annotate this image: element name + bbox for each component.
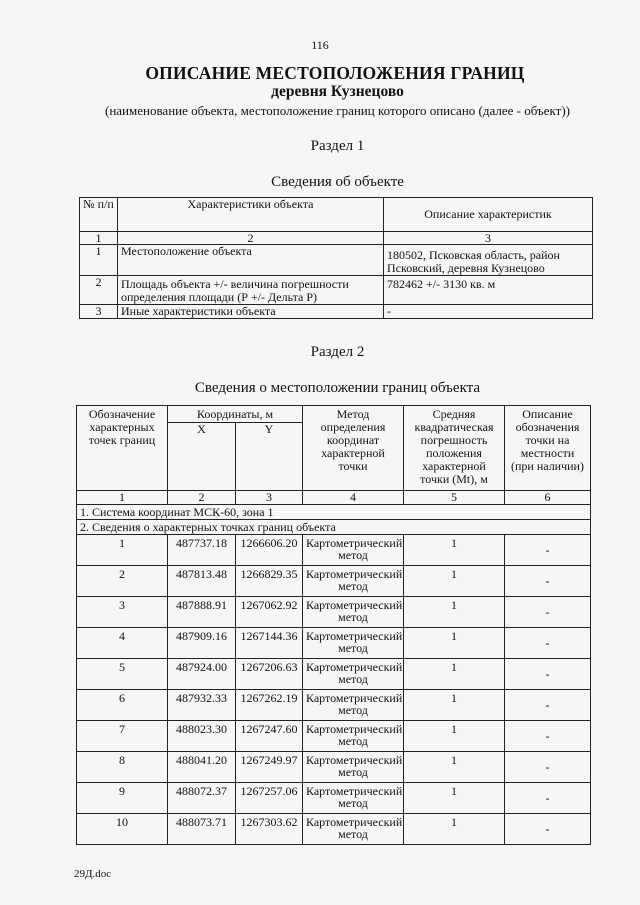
coord-y: 1267262.19 xyxy=(236,690,303,721)
coord-y: 1267247.60 xyxy=(236,721,303,752)
row-characteristic: Иные характеристики объекта xyxy=(118,305,384,319)
point-description: - xyxy=(505,566,591,597)
coord-y: 1267062.92 xyxy=(236,597,303,628)
coord-x: 488073.71 xyxy=(168,814,236,845)
point-number: 7 xyxy=(77,721,168,752)
row-number: 3 xyxy=(80,305,118,319)
coord-system-row xyxy=(77,505,591,520)
header-error: Средняя квадратическая погрешность положения характерной точки (Mt), м xyxy=(404,406,505,491)
column-number: 2 xyxy=(168,491,236,505)
table-column-numbers xyxy=(80,232,593,245)
table-row xyxy=(77,597,591,628)
error-mt: 1 xyxy=(404,535,505,566)
point-description: - xyxy=(505,752,591,783)
table-row xyxy=(77,535,591,566)
coord-y: 1266829.35 xyxy=(236,566,303,597)
table-row xyxy=(77,566,591,597)
column-number: 6 xyxy=(505,491,591,505)
header-coordinates: Координаты, м xyxy=(168,406,303,423)
method: Картометрический метод xyxy=(303,566,404,597)
section1-heading: Раздел 1 xyxy=(310,138,365,154)
point-description: - xyxy=(505,783,591,814)
method: Картометрический метод xyxy=(303,628,404,659)
column-number: 4 xyxy=(303,491,404,505)
point-number: 5 xyxy=(77,659,168,690)
coord-system-label: 1. Система координат МСК-60, зона 1 xyxy=(77,505,591,520)
method: Картометрический метод xyxy=(303,783,404,814)
method: Картометрический метод xyxy=(303,597,404,628)
point-description: - xyxy=(505,690,591,721)
error-mt: 1 xyxy=(404,814,505,845)
point-number: 3 xyxy=(77,597,168,628)
table-row xyxy=(77,721,591,752)
method: Картометрический метод xyxy=(303,690,404,721)
coord-x: 487737.18 xyxy=(168,535,236,566)
table-row xyxy=(80,276,593,305)
object-name-note: (наименование объекта, местоположение границ которого описано (далее - объект)) xyxy=(105,103,570,118)
column-number: 1 xyxy=(77,491,168,505)
error-mt: 1 xyxy=(404,752,505,783)
header-number: № п/п xyxy=(80,198,118,232)
row-number: 1 xyxy=(80,245,118,276)
table-header-row xyxy=(77,406,591,423)
coord-x: 488072.37 xyxy=(168,783,236,814)
column-number: 3 xyxy=(384,232,593,245)
row-number: 2 xyxy=(80,276,118,305)
header-description: Описание характеристик xyxy=(384,198,593,232)
error-mt: 1 xyxy=(404,628,505,659)
column-number: 3 xyxy=(236,491,303,505)
point-number: 9 xyxy=(77,783,168,814)
error-mt: 1 xyxy=(404,690,505,721)
header-point-description: Описание обозначения точки на местности (при наличии) xyxy=(505,406,591,491)
row-value: 180502, Псковская область, район Псковский, деревня Кузнецово xyxy=(384,245,593,276)
object-name: деревня Кузнецово xyxy=(271,83,404,100)
points-heading-label: 2. Сведения о характерных точках границ объекта xyxy=(77,520,591,535)
table-row xyxy=(77,659,591,690)
point-description: - xyxy=(505,597,591,628)
error-mt: 1 xyxy=(404,659,505,690)
point-number: 1 xyxy=(77,535,168,566)
point-description: - xyxy=(505,721,591,752)
header-method: Метод определения координат характерной точки xyxy=(303,406,404,491)
method: Картометрический метод xyxy=(303,721,404,752)
row-value: - xyxy=(384,305,593,319)
point-number: 6 xyxy=(77,690,168,721)
coord-x: 487888.91 xyxy=(168,597,236,628)
column-number: 2 xyxy=(118,232,384,245)
method: Картометрический метод xyxy=(303,814,404,845)
coord-x: 487924.00 xyxy=(168,659,236,690)
table-row xyxy=(77,752,591,783)
method: Картометрический метод xyxy=(303,752,404,783)
error-mt: 1 xyxy=(404,566,505,597)
header-characteristic: Характеристики объекта xyxy=(118,198,384,232)
point-number: 2 xyxy=(77,566,168,597)
point-number: 8 xyxy=(77,752,168,783)
point-description: - xyxy=(505,814,591,845)
row-value: 782462 +/- 3130 кв. м xyxy=(384,276,593,305)
coord-y: 1267144.36 xyxy=(236,628,303,659)
document-title: ОПИСАНИЕ МЕСТОПОЛОЖЕНИЯ ГРАНИЦ xyxy=(145,63,525,83)
boundary-points-table xyxy=(76,405,591,845)
section2-heading: Раздел 2 xyxy=(310,344,365,360)
point-description: - xyxy=(505,628,591,659)
coord-x: 488023.30 xyxy=(168,721,236,752)
coord-y: 1267257.06 xyxy=(236,783,303,814)
row-characteristic: Площадь объекта +/- величина погрешности определения площади (Р +/- Дельта Р) xyxy=(118,276,384,305)
error-mt: 1 xyxy=(404,721,505,752)
coord-x: 487813.48 xyxy=(168,566,236,597)
table-row xyxy=(77,783,591,814)
table-row xyxy=(77,814,591,845)
coord-y: 1266606.20 xyxy=(236,535,303,566)
error-mt: 1 xyxy=(404,783,505,814)
column-number: 1 xyxy=(80,232,118,245)
object-info-table xyxy=(79,197,593,319)
section2-subheading: Сведения о местоположении границ объекта xyxy=(194,380,481,396)
coord-y: 1267206.63 xyxy=(236,659,303,690)
section1-subheading: Сведения об объекте xyxy=(271,174,404,190)
point-rows xyxy=(77,535,591,845)
header-x: X xyxy=(168,423,236,491)
header-point: Обозначение характерных точек границ xyxy=(77,406,168,491)
point-description: - xyxy=(505,659,591,690)
page-number: 116 xyxy=(311,38,329,52)
coord-y: 1267303.62 xyxy=(236,814,303,845)
coord-x: 487909.16 xyxy=(168,628,236,659)
coord-x: 487932.33 xyxy=(168,690,236,721)
method: Картометрический метод xyxy=(303,535,404,566)
point-description: - xyxy=(505,535,591,566)
coord-y: 1267249.97 xyxy=(236,752,303,783)
table-row xyxy=(77,628,591,659)
header-y: Y xyxy=(236,423,303,491)
error-mt: 1 xyxy=(404,597,505,628)
point-number: 4 xyxy=(77,628,168,659)
method: Картометрический метод xyxy=(303,659,404,690)
table-row xyxy=(77,690,591,721)
table-row xyxy=(80,305,593,319)
row-characteristic: Местоположение объекта xyxy=(118,245,384,276)
footer-filename: 29Д.doc xyxy=(74,868,112,880)
coord-x: 488041.20 xyxy=(168,752,236,783)
table-row xyxy=(80,245,593,276)
column-number: 5 xyxy=(404,491,505,505)
table-header-row xyxy=(80,198,593,232)
point-number: 10 xyxy=(77,814,168,845)
points-heading-row xyxy=(77,520,591,535)
table-column-numbers xyxy=(77,491,591,505)
